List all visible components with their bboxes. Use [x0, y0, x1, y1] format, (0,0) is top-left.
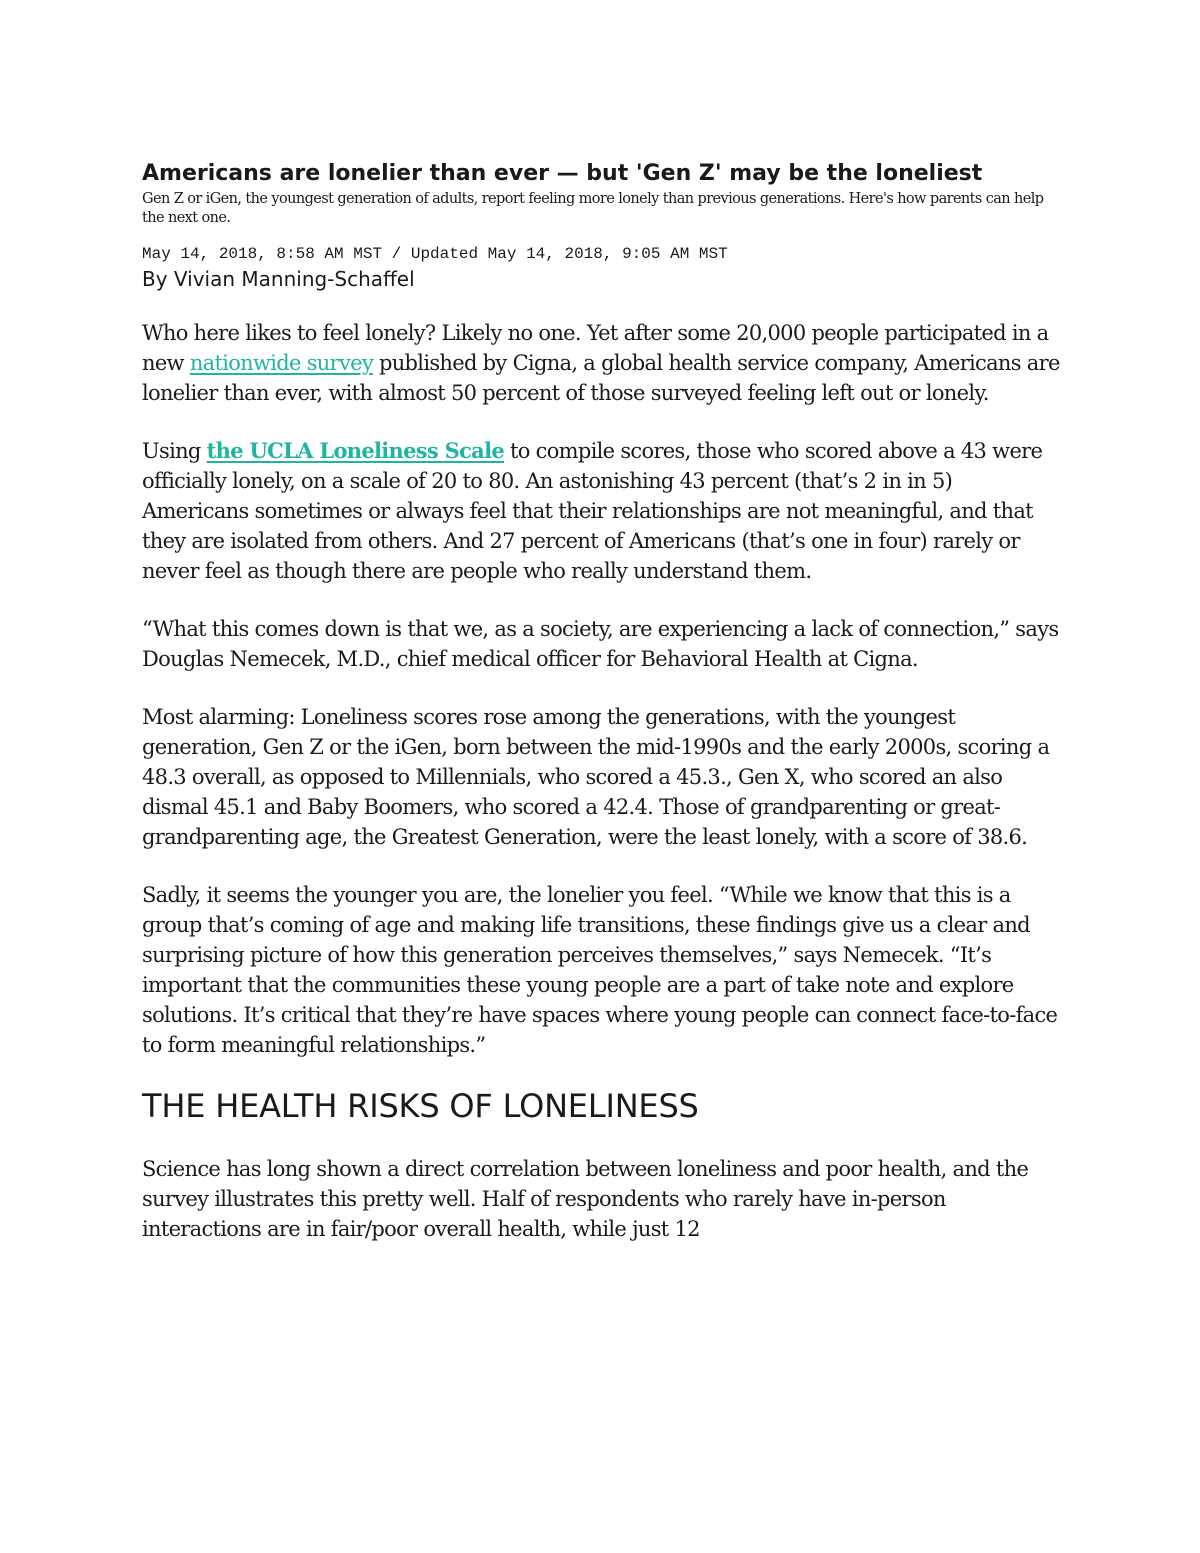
paragraph-text: published by Cigna, a global health service company, Americans are lonelier than ever, with almost 50 percent of those surveyed feeling left out or lonely. [142, 351, 1060, 405]
article-subtitle: Gen Z or iGen, the youngest generation of adults, report feeling more lonely than previous generations. Here's how parents can help the next one. [142, 191, 1044, 226]
paragraph-text: Using [142, 439, 207, 463]
paragraph-generation-scores: Most alarming: Loneliness scores rose among the generations, with the youngest generation, Gen Z or the iGen, born between the mid-1990s and the early 2000s, scoring a 48.3 overall, as opposed to Millennials, who scored a 45.3., Gen X, who scored an also dismal 45.1 and Baby Boomers, who scored a 42.4. Those of grandparenting or great-grandparenting age, the Greatest Generation, were the least lonely, with a score of 38.6. [142, 705, 1050, 849]
paragraph-ucla-scale [142, 436, 1062, 586]
paragraph-younger-lonelier: Sadly, it seems the younger you are, the lonelier you feel. “While we know that this is a group that’s coming of age and making life transitions, these findings give us a clear and surprising picture of how this generation perceives themselves,” says Nemecek. “It’s important that the communities these young people are a part of take note and explore solutions. It’s critical that they’re have spaces where young people can connect face-to-face to form meaningful relationships.” [142, 883, 1058, 1057]
ucla-loneliness-scale-link[interactable]: the UCLA Loneliness Scale [206, 438, 505, 463]
article-dateline: May 14, 2018, 8:58 AM MST / Updated May 14, 2018, 9:05 AM MST [142, 245, 728, 263]
document-page [142, 160, 1062, 1244]
article-title: Americans are lonelier than ever — but 'Gen Z' may be the loneliest [142, 161, 983, 186]
section-heading: THE HEALTH RISKS OF LONELINESS [142, 1087, 699, 1125]
nationwide-survey-link[interactable]: nationwide survey [189, 351, 374, 375]
article-byline: By Vivian Manning-Schaffel [142, 267, 415, 291]
paragraph-health-risks: Science has long shown a direct correlation between loneliness and poor health, and the survey illustrates this pretty well. Half of respondents who rarely have in-person interactions are in fair/poor overall health, while just 12 [142, 1157, 1029, 1241]
paragraph-survey [142, 318, 1062, 408]
paragraph-text: to compile scores, those who scored above a 43 were officially lonely, on a scale of 20 to 80. An astonishing 43 percent (that’s 2 in in 5) Americans sometimes or always feel that their relationships are not meaningful, and that they are isolated from others. And 27 percent of Americans (that’s one in four) rarely or never feel as though there are people who really understand them. [142, 439, 1043, 583]
paragraph-text: Who here likes to feel lonely? Likely no one. Yet after some 20,000 people participated in a new [142, 321, 1049, 375]
paragraph-quote-nemecek: “What this comes down is that we, as a society, are experiencing a lack of connection,” says Douglas Nemecek, M.D., chief medical officer for Behavioral Health at Cigna. [142, 617, 1059, 671]
